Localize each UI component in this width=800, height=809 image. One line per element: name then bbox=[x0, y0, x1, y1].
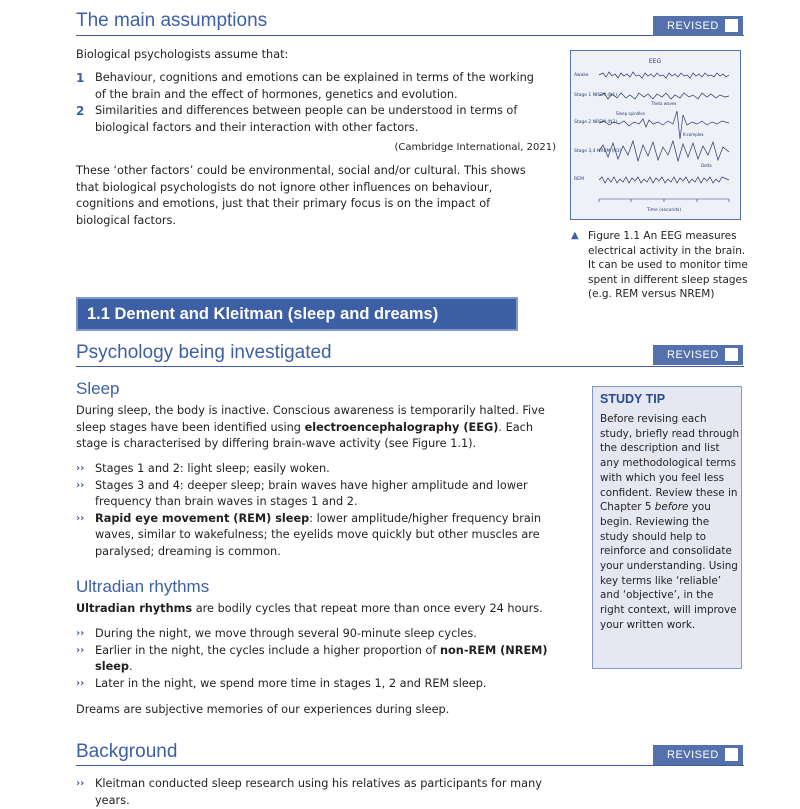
item-text: Behaviour, cognitions and emotions can be explained in terms of the working of the brain and the effect of hormones, genetics and evolution. bbox=[95, 71, 534, 101]
sleep-heading: Sleep bbox=[76, 379, 120, 398]
caption-text: Figure 1.1 An EEG measures electrical activity in the brain. It can be used to monitor time spent in different sleep stages (e.g. REM versus NREM) bbox=[588, 230, 748, 300]
eeg-row-label: Stage 2 NREM (N2) bbox=[574, 120, 618, 125]
assumptions-rule bbox=[76, 35, 744, 36]
psychology-rule bbox=[76, 366, 744, 367]
eeg-annotation: Theta waves bbox=[651, 101, 677, 106]
item-number: 1 bbox=[76, 71, 85, 85]
psychology-heading: Psychology being investigated bbox=[76, 342, 332, 363]
eeg-annotation: K-complex bbox=[683, 132, 704, 137]
eeg-row-label: Stage 3,4 NREM (N3) bbox=[574, 149, 622, 154]
list-item bbox=[76, 676, 551, 693]
list-item bbox=[76, 461, 551, 478]
assumptions-intro: Biological psychologists assume that: bbox=[76, 48, 289, 61]
bullet-text: . bbox=[129, 660, 133, 674]
double-chevron-bullet-icon: ›› bbox=[76, 463, 85, 474]
double-chevron-bullet-icon: ›› bbox=[76, 677, 85, 689]
eeg-row-label: REM bbox=[574, 177, 584, 182]
list-item bbox=[76, 511, 551, 561]
eeg-wave-awake bbox=[599, 72, 729, 78]
list-item bbox=[76, 103, 546, 136]
bullet-text: Later in the night, we spend more time in stages 1, 2 and REM sleep. bbox=[95, 676, 487, 690]
list-item bbox=[76, 626, 551, 643]
dreams-paragraph: Dreams are subjective memories of our experiences during sleep. bbox=[76, 703, 450, 716]
item-number: 2 bbox=[76, 104, 85, 119]
eeg-annotation: Delta bbox=[701, 163, 712, 168]
eeg-annotation: Sleep spindles bbox=[616, 111, 645, 116]
citation: (Cambridge International, 2021) bbox=[394, 142, 556, 153]
tip-text: Before revising each study, briefly read through the description and list any methodological terms with which you feel less confident. Review these in Chapter 5 bbox=[600, 413, 740, 514]
double-chevron-bullet-icon: ›› bbox=[76, 778, 85, 789]
revised-label: REVISED bbox=[667, 349, 719, 361]
revised-badge bbox=[653, 345, 743, 365]
eeg-figure bbox=[570, 50, 741, 220]
background-heading: Background bbox=[76, 741, 178, 762]
eeg-row-label: Awake bbox=[574, 73, 589, 78]
study-tip-title: STUDY TIP bbox=[600, 392, 666, 406]
bullet-text: : lower amplitude/higher frequency brain waves, similar to wakefulness; the eyelids move quickly but other muscles are paralysed; dreaming is common. bbox=[95, 511, 542, 558]
ultradian-heading: Ultradian rhythms bbox=[76, 577, 210, 596]
ultradian-text: are bodily cycles that repeat more than once every 24 hours. bbox=[192, 602, 543, 615]
bullet-text: Earlier in the night, the cycles include a higher proportion of bbox=[95, 643, 440, 657]
eeg-wave-n1 bbox=[599, 93, 729, 99]
eeg-row-label: Stage 1 NREM (N1) bbox=[574, 93, 618, 98]
revised-badge bbox=[653, 745, 743, 765]
study-tip-box bbox=[592, 386, 742, 669]
tip-emphasis: before bbox=[654, 501, 689, 514]
double-chevron-bullet-icon: ›› bbox=[76, 628, 85, 639]
list-item bbox=[76, 70, 546, 103]
sleep-text: During sleep, the body is inactive. Conscious awareness is temporarily halted. Five sleep stages have been identified using bbox=[76, 404, 545, 434]
revised-label: REVISED bbox=[667, 20, 719, 32]
revised-checkbox[interactable] bbox=[725, 348, 738, 361]
eeg-term: electroencephalography (EEG) bbox=[304, 420, 499, 434]
item-text: Similarities and differences between people can be understood in terms of biological factors and their interaction with other factors. bbox=[95, 104, 518, 134]
background-bullets bbox=[76, 776, 551, 809]
nrem-term: non-REM (NREM) sleep bbox=[95, 643, 548, 674]
eeg-chart bbox=[571, 51, 740, 219]
list-item bbox=[76, 478, 551, 511]
study-tip-body bbox=[600, 412, 740, 633]
assumptions-paragraph: These ‘other factors’ could be environmental, social and/or cultural. This shows that biological psychologists do not ignore other influences on behaviour, cognitions and emotions, just that their primary focus is on the impact of biological factors. bbox=[76, 164, 526, 227]
bullet-text: Kleitman conducted sleep research using his relatives as participants for many years. bbox=[95, 777, 542, 807]
double-chevron-bullet-icon: ›› bbox=[76, 512, 85, 524]
revised-checkbox[interactable] bbox=[725, 19, 738, 32]
eeg-title: EEG bbox=[648, 58, 662, 65]
triangle-up-icon: ▲ bbox=[571, 230, 579, 241]
assumptions-list bbox=[76, 70, 546, 136]
double-chevron-bullet-icon: ›› bbox=[76, 479, 85, 491]
eeg-x-label: Time (seconds) bbox=[646, 208, 682, 213]
sleep-paragraph bbox=[76, 403, 551, 453]
sleep-text: . Each stage is characterised by differing brain-wave activity (see Figure 1.1). bbox=[76, 420, 534, 451]
revised-checkbox[interactable] bbox=[725, 748, 738, 761]
revised-label: REVISED bbox=[667, 749, 719, 761]
rem-term: Rapid eye movement (REM) sleep bbox=[95, 511, 310, 525]
ultradian-definition bbox=[76, 601, 551, 618]
ultradian-term: Ultradian rhythms bbox=[76, 602, 193, 615]
bullet-text: During the night, we move through several 90-minute sleep cycles. bbox=[95, 627, 477, 640]
study-title-bar: 1.1 Dement and Kleitman (sleep and dreams) bbox=[76, 297, 518, 331]
background-rule bbox=[76, 765, 744, 766]
revised-badge bbox=[653, 16, 743, 36]
eeg-wave-rem bbox=[599, 177, 729, 183]
assumptions-heading: The main assumptions bbox=[76, 10, 268, 31]
bullet-text: Stages 3 and 4: deeper sleep; brain waves have higher amplitude and lower frequency than brain waves in stages 1 and 2. bbox=[95, 478, 528, 509]
tip-text: you begin. Reviewing the study should help to reinforce and consolidate your understanding. Using key terms like ‘reliable’ and ‘objective’, in the right context, will improve your written work. bbox=[600, 501, 738, 631]
bullet-text: Stages 1 and 2: light sleep; easily woken. bbox=[95, 462, 330, 475]
ultradian-bullets bbox=[76, 626, 551, 692]
sleep-bullets bbox=[76, 461, 551, 561]
list-item bbox=[76, 776, 551, 809]
list-item bbox=[76, 643, 551, 676]
double-chevron-bullet-icon: ›› bbox=[76, 644, 85, 656]
